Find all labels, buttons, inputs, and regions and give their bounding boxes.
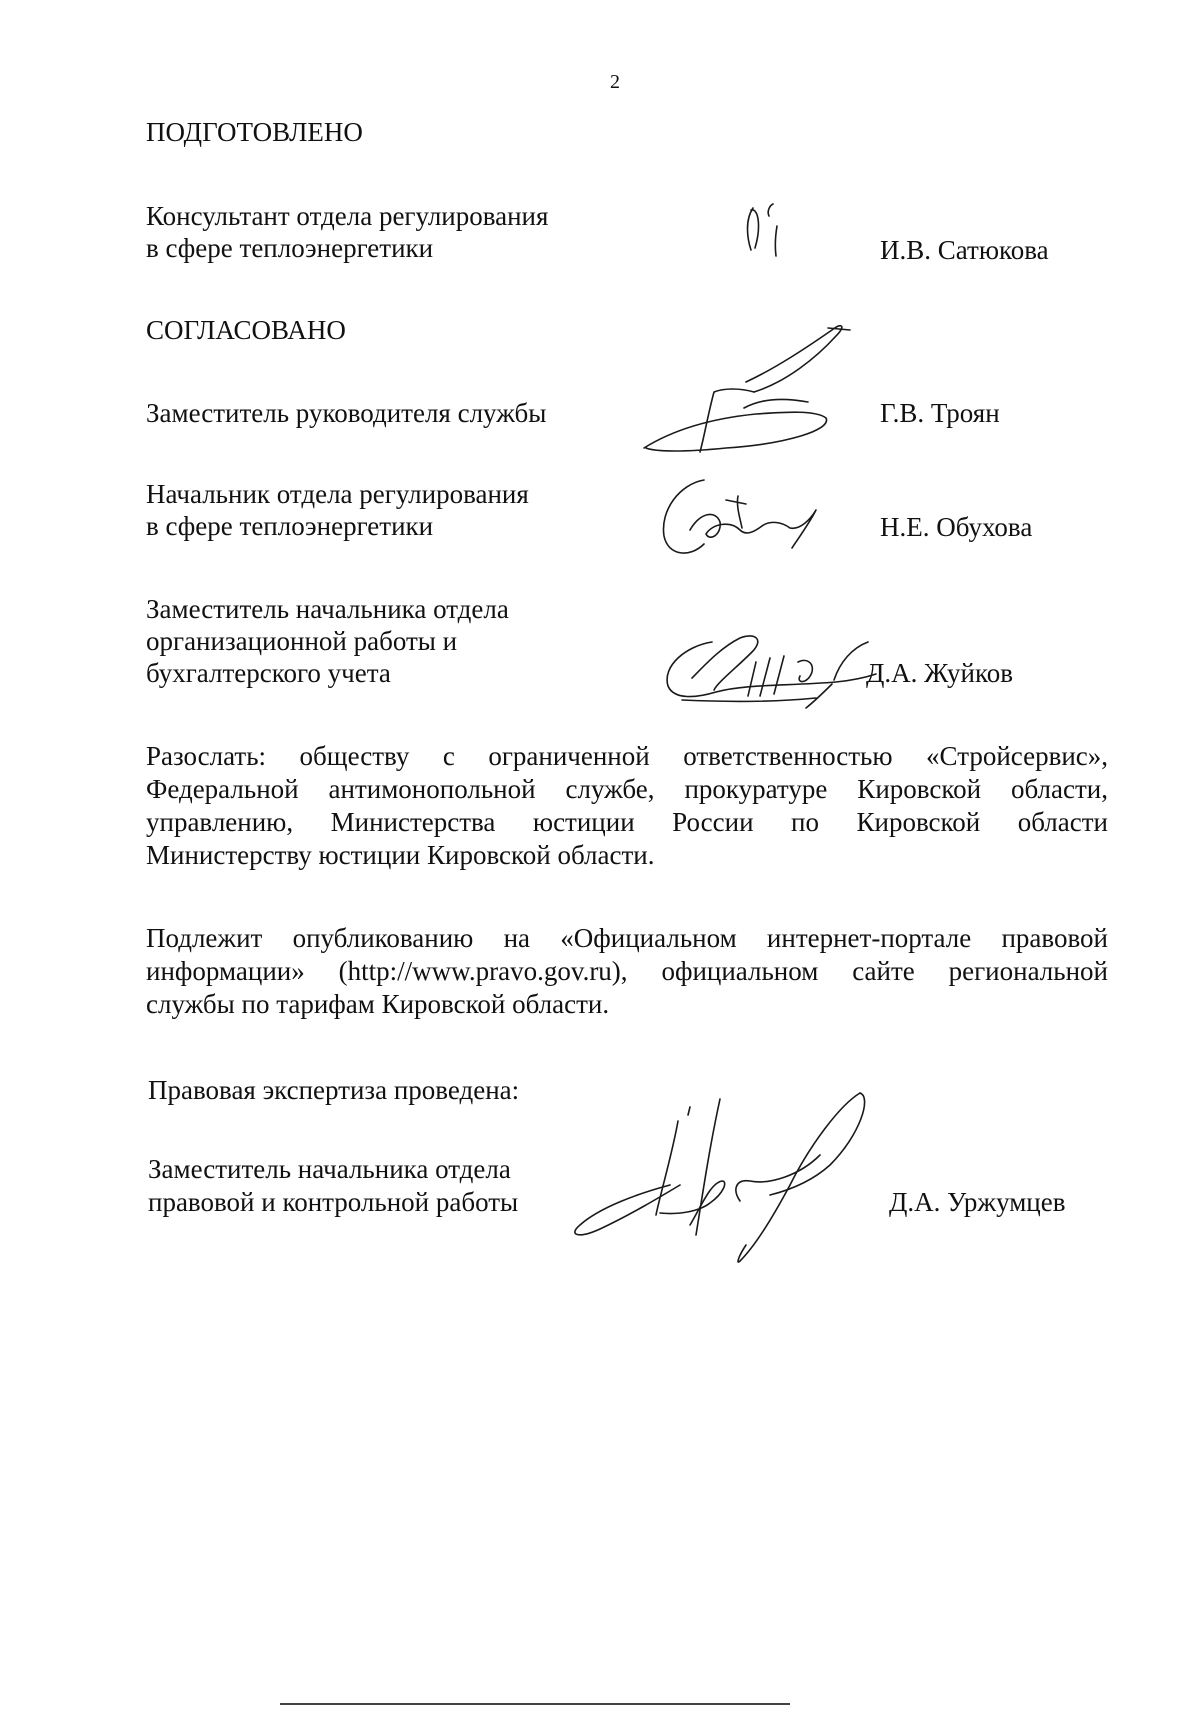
signature-urzhumtsev [560, 1085, 900, 1275]
publication-line-3: службы по тарифам Кировской области. [146, 989, 610, 1019]
distribution-line-2: Федеральной антимонопольной службе, прокуратуре Кировской области, [146, 774, 1108, 804]
distribution-line-3: управлению, Министерства юстиции России по Кировской области [146, 807, 1108, 837]
agreed-signer-2-position-line-2: в сфере теплоэнергетики [146, 511, 434, 541]
agreed-signer-3-position-line-2: организационной работы и [146, 626, 458, 656]
signature-satyukova [735, 198, 795, 268]
publication-line-2: информации» (http://www.pravo.gov.ru), официальном сайте региональной [146, 956, 1108, 986]
agreed-signer-1-position: Заместитель руководителя службы [146, 398, 547, 428]
signature-obukhova [650, 470, 830, 570]
prepared-heading: ПОДГОТОВЛЕНО [146, 117, 363, 147]
prepared-position-line-1: Консультант отдела регулирования [146, 201, 549, 231]
agreed-signer-3-name: Д.А. Жуйков [866, 658, 1013, 688]
legal-review-signer-name: Д.А. Уржумцев [889, 1187, 1066, 1217]
agreed-signer-1-name: Г.В. Троян [880, 398, 1000, 428]
legal-review-position-line-2: правовой и контрольной работы [148, 1187, 519, 1217]
page-number: 2 [610, 71, 620, 93]
signature-troyan [636, 318, 876, 468]
agreed-signer-3-position-line-1: Заместитель начальника отдела [146, 594, 509, 624]
agreed-signer-3-position-line-3: бухгалтерского учета [146, 658, 391, 688]
agreed-signer-2-position-line-1: Начальник отдела регулирования [146, 479, 529, 509]
distribution-paragraph [146, 740, 1108, 872]
prepared-signer-name: И.В. Сатюкова [880, 235, 1049, 265]
footer-divider [280, 1703, 790, 1705]
agreed-signer-2-name: Н.Е. Обухова [880, 512, 1033, 542]
signature-zhuykov [656, 622, 886, 712]
publication-paragraph [146, 922, 1108, 1021]
legal-review-position-line-1: Заместитель начальника отдела [148, 1154, 511, 1184]
agreed-heading: СОГЛАСОВАНО [146, 315, 346, 345]
prepared-position-line-2: в сфере теплоэнергетики [146, 233, 434, 263]
legal-review-heading: Правовая экспертиза проведена: [148, 1075, 520, 1105]
distribution-line-4: Министерству юстиции Кировской области. [146, 840, 655, 870]
publication-line-1: Подлежит опубликованию на «Официальном интернет-портале правовой [146, 923, 1108, 953]
distribution-line-1: Разослать: обществу с ограниченной ответственностью «Стройсервис», [146, 741, 1108, 771]
